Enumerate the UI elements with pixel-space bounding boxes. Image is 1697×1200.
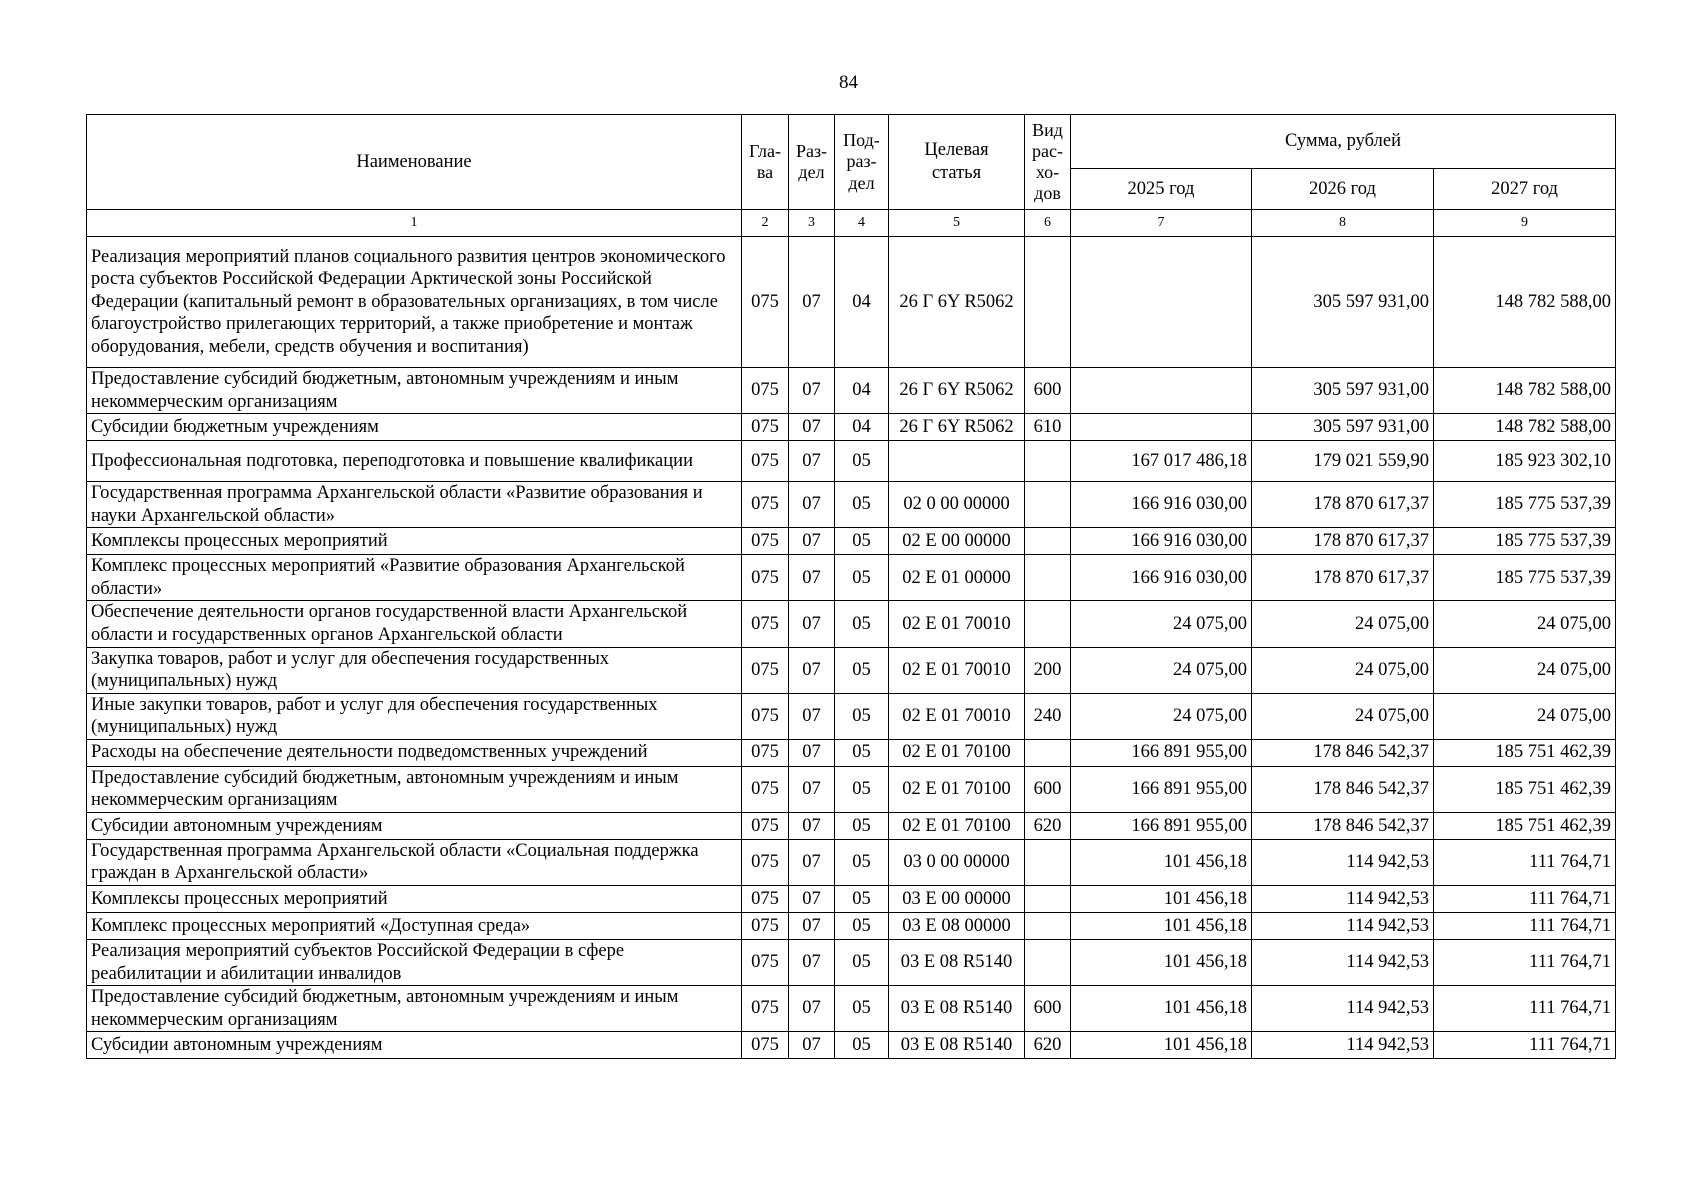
row-target-article: 26 Г 6Y R5062 xyxy=(889,368,1025,414)
row-glava: 075 xyxy=(742,986,789,1032)
row-target-article: 26 Г 6Y R5062 xyxy=(889,237,1025,368)
row-name: Комплекс процессных мероприятий «Доступная среда» xyxy=(87,913,742,940)
row-podrazdel: 04 xyxy=(835,368,889,414)
row-podrazdel: 05 xyxy=(835,886,889,913)
row-name: Реализация мероприятий планов социального развития центров экономического роста субъектов Российской Федерации Арктической зоны Российской Федерации (капитальный ремонт в образовательных организациях, в том числе благоустройство прилегающих территорий, а также приобретение и монтаж оборудования, мебели, средств обучения и воспитания) xyxy=(87,237,742,368)
row-glava: 075 xyxy=(742,441,789,482)
row-amount-2025: 166 891 955,00 xyxy=(1071,766,1252,812)
row-razdel: 07 xyxy=(789,739,835,766)
row-podrazdel: 05 xyxy=(835,482,889,528)
row-expense-type xyxy=(1025,555,1071,601)
row-target-article xyxy=(889,441,1025,482)
row-glava: 075 xyxy=(742,766,789,812)
row-razdel: 07 xyxy=(789,237,835,368)
table-row xyxy=(87,368,1616,414)
row-amount-2025: 101 456,18 xyxy=(1071,839,1252,885)
row-amount-2025 xyxy=(1071,237,1252,368)
header-razdel: Раз- дел xyxy=(789,115,835,210)
row-glava: 075 xyxy=(742,528,789,555)
row-razdel: 07 xyxy=(789,482,835,528)
row-podrazdel: 05 xyxy=(835,913,889,940)
table-row xyxy=(87,482,1616,528)
row-razdel: 07 xyxy=(789,940,835,986)
row-target-article: 03 Е 08 R5140 xyxy=(889,940,1025,986)
row-amount-2027: 111 764,71 xyxy=(1434,986,1616,1032)
row-amount-2027: 185 751 462,39 xyxy=(1434,766,1616,812)
row-podrazdel: 05 xyxy=(835,986,889,1032)
row-amount-2026: 114 942,53 xyxy=(1252,913,1434,940)
column-number: 9 xyxy=(1434,210,1616,237)
row-glava: 075 xyxy=(742,482,789,528)
row-target-article: 02 Е 01 70100 xyxy=(889,739,1025,766)
row-name: Реализация мероприятий субъектов Российской Федерации в сфере реабилитации и абилитации инвалидов xyxy=(87,940,742,986)
header-celevaya-statya: Целевая статья xyxy=(889,115,1025,210)
table-row xyxy=(87,555,1616,601)
row-expense-type: 620 xyxy=(1025,1032,1071,1059)
row-name: Комплексы процессных мероприятий xyxy=(87,528,742,555)
row-expense-type: 600 xyxy=(1025,986,1071,1032)
header-name: Наименование xyxy=(87,115,742,210)
budget-table xyxy=(86,114,1616,1059)
header-year-2026: 2026 год xyxy=(1252,168,1434,209)
row-razdel: 07 xyxy=(789,601,835,647)
row-podrazdel: 04 xyxy=(835,237,889,368)
table-row xyxy=(87,441,1616,482)
row-amount-2026: 305 597 931,00 xyxy=(1252,414,1434,441)
row-glava: 075 xyxy=(742,886,789,913)
row-amount-2025: 167 017 486,18 xyxy=(1071,441,1252,482)
header-glava: Гла- ва xyxy=(742,115,789,210)
row-amount-2026: 114 942,53 xyxy=(1252,839,1434,885)
row-razdel: 07 xyxy=(789,1032,835,1059)
row-name: Субсидии автономным учреждениям xyxy=(87,1032,742,1059)
row-podrazdel: 05 xyxy=(835,940,889,986)
row-amount-2026: 178 846 542,37 xyxy=(1252,739,1434,766)
row-glava: 075 xyxy=(742,414,789,441)
row-glava: 075 xyxy=(742,368,789,414)
row-target-article: 03 Е 08 00000 xyxy=(889,913,1025,940)
row-expense-type: 600 xyxy=(1025,368,1071,414)
row-amount-2027: 24 075,00 xyxy=(1434,647,1616,693)
row-podrazdel: 05 xyxy=(835,528,889,555)
row-podrazdel: 05 xyxy=(835,555,889,601)
table-row xyxy=(87,1032,1616,1059)
row-razdel: 07 xyxy=(789,913,835,940)
row-razdel: 07 xyxy=(789,647,835,693)
row-podrazdel: 05 xyxy=(835,601,889,647)
row-amount-2025: 166 916 030,00 xyxy=(1071,528,1252,555)
row-glava: 075 xyxy=(742,812,789,839)
row-amount-2025 xyxy=(1071,414,1252,441)
row-glava: 075 xyxy=(742,839,789,885)
row-target-article: 03 0 00 00000 xyxy=(889,839,1025,885)
row-name: Предоставление субсидий бюджетным, автономным учреждениям и иным некоммерческим организациям xyxy=(87,368,742,414)
row-expense-type xyxy=(1025,528,1071,555)
row-podrazdel: 05 xyxy=(835,839,889,885)
row-amount-2026: 178 870 617,37 xyxy=(1252,528,1434,555)
row-podrazdel: 05 xyxy=(835,739,889,766)
column-numbers-row xyxy=(87,210,1616,237)
table-row xyxy=(87,237,1616,368)
row-target-article: 26 Г 6Y R5062 xyxy=(889,414,1025,441)
row-razdel: 07 xyxy=(789,441,835,482)
row-glava: 075 xyxy=(742,940,789,986)
row-glava: 075 xyxy=(742,555,789,601)
row-expense-type xyxy=(1025,839,1071,885)
row-name: Субсидии автономным учреждениям xyxy=(87,812,742,839)
table-row xyxy=(87,601,1616,647)
row-expense-type xyxy=(1025,482,1071,528)
header-year-2025: 2025 год xyxy=(1071,168,1252,209)
column-number: 6 xyxy=(1025,210,1071,237)
header-podrazdel: Под- раз- дел xyxy=(835,115,889,210)
row-name: Государственная программа Архангельской области «Развитие образования и науки Архангельской области» xyxy=(87,482,742,528)
row-expense-type xyxy=(1025,913,1071,940)
row-name: Государственная программа Архангельской области «Социальная поддержка граждан в Архангельской области» xyxy=(87,839,742,885)
row-name: Расходы на обеспечение деятельности подведомственных учреждений xyxy=(87,739,742,766)
column-number: 2 xyxy=(742,210,789,237)
table-row xyxy=(87,414,1616,441)
row-amount-2027: 148 782 588,00 xyxy=(1434,414,1616,441)
table-header xyxy=(87,115,1616,237)
column-number: 4 xyxy=(835,210,889,237)
row-podrazdel: 05 xyxy=(835,812,889,839)
row-amount-2026: 178 870 617,37 xyxy=(1252,482,1434,528)
row-amount-2025: 24 075,00 xyxy=(1071,693,1252,739)
header-year-2027: 2027 год xyxy=(1434,168,1616,209)
row-amount-2026: 305 597 931,00 xyxy=(1252,237,1434,368)
row-razdel: 07 xyxy=(789,693,835,739)
row-name: Обеспечение деятельности органов государственной власти Архангельской области и государственных органов Архангельской области xyxy=(87,601,742,647)
row-amount-2027: 148 782 588,00 xyxy=(1434,368,1616,414)
row-glava: 075 xyxy=(742,1032,789,1059)
row-amount-2027: 185 775 537,39 xyxy=(1434,555,1616,601)
row-expense-type xyxy=(1025,237,1071,368)
row-razdel: 07 xyxy=(789,986,835,1032)
table-row xyxy=(87,693,1616,739)
row-amount-2026: 178 846 542,37 xyxy=(1252,766,1434,812)
row-razdel: 07 xyxy=(789,812,835,839)
row-razdel: 07 xyxy=(789,886,835,913)
row-target-article: 02 Е 01 70100 xyxy=(889,766,1025,812)
row-target-article: 03 Е 00 00000 xyxy=(889,886,1025,913)
row-target-article: 02 Е 01 70010 xyxy=(889,601,1025,647)
row-amount-2027: 111 764,71 xyxy=(1434,1032,1616,1059)
row-glava: 075 xyxy=(742,739,789,766)
row-amount-2025: 24 075,00 xyxy=(1071,601,1252,647)
table-row xyxy=(87,766,1616,812)
row-name: Предоставление субсидий бюджетным, автономным учреждениям и иным некоммерческим организациям xyxy=(87,986,742,1032)
row-amount-2025 xyxy=(1071,368,1252,414)
row-expense-type: 240 xyxy=(1025,693,1071,739)
table-row xyxy=(87,986,1616,1032)
row-amount-2026: 24 075,00 xyxy=(1252,647,1434,693)
column-number: 3 xyxy=(789,210,835,237)
row-razdel: 07 xyxy=(789,555,835,601)
header-summa: Сумма, рублей xyxy=(1071,115,1616,169)
row-amount-2027: 185 751 462,39 xyxy=(1434,739,1616,766)
row-amount-2027: 111 764,71 xyxy=(1434,913,1616,940)
row-name: Закупка товаров, работ и услуг для обеспечения государственных (муниципальных) нужд xyxy=(87,647,742,693)
row-amount-2025: 166 891 955,00 xyxy=(1071,812,1252,839)
table-row xyxy=(87,812,1616,839)
row-razdel: 07 xyxy=(789,368,835,414)
row-amount-2027: 185 751 462,39 xyxy=(1434,812,1616,839)
row-amount-2026: 24 075,00 xyxy=(1252,601,1434,647)
row-amount-2025: 166 916 030,00 xyxy=(1071,482,1252,528)
row-amount-2026: 114 942,53 xyxy=(1252,886,1434,913)
row-target-article: 03 Е 08 R5140 xyxy=(889,986,1025,1032)
row-amount-2025: 166 916 030,00 xyxy=(1071,555,1252,601)
row-amount-2026: 178 846 542,37 xyxy=(1252,812,1434,839)
row-amount-2025: 24 075,00 xyxy=(1071,647,1252,693)
table-body xyxy=(87,237,1616,1059)
row-amount-2025: 101 456,18 xyxy=(1071,913,1252,940)
table-row xyxy=(87,739,1616,766)
row-amount-2026: 114 942,53 xyxy=(1252,986,1434,1032)
row-amount-2027: 185 923 302,10 xyxy=(1434,441,1616,482)
row-target-article: 02 Е 01 70010 xyxy=(889,647,1025,693)
row-expense-type xyxy=(1025,601,1071,647)
row-expense-type xyxy=(1025,940,1071,986)
row-amount-2026: 114 942,53 xyxy=(1252,1032,1434,1059)
row-amount-2027: 111 764,71 xyxy=(1434,839,1616,885)
row-amount-2025: 166 891 955,00 xyxy=(1071,739,1252,766)
row-target-article: 02 Е 01 70100 xyxy=(889,812,1025,839)
row-name: Предоставление субсидий бюджетным, автономным учреждениям и иным некоммерческим организациям xyxy=(87,766,742,812)
table-row xyxy=(87,886,1616,913)
row-name: Субсидии бюджетным учреждениям xyxy=(87,414,742,441)
row-expense-type: 620 xyxy=(1025,812,1071,839)
row-amount-2026: 114 942,53 xyxy=(1252,940,1434,986)
row-amount-2027: 111 764,71 xyxy=(1434,886,1616,913)
table-row xyxy=(87,839,1616,885)
row-amount-2027: 185 775 537,39 xyxy=(1434,528,1616,555)
table-row xyxy=(87,647,1616,693)
row-expense-type xyxy=(1025,441,1071,482)
row-expense-type: 610 xyxy=(1025,414,1071,441)
row-amount-2025: 101 456,18 xyxy=(1071,1032,1252,1059)
row-name: Комплекс процессных мероприятий «Развитие образования Архангельской области» xyxy=(87,555,742,601)
row-razdel: 07 xyxy=(789,839,835,885)
row-target-article: 02 Е 00 00000 xyxy=(889,528,1025,555)
row-glava: 075 xyxy=(742,693,789,739)
row-razdel: 07 xyxy=(789,528,835,555)
column-number: 5 xyxy=(889,210,1025,237)
row-amount-2027: 111 764,71 xyxy=(1434,940,1616,986)
row-amount-2026: 178 870 617,37 xyxy=(1252,555,1434,601)
row-podrazdel: 04 xyxy=(835,414,889,441)
row-razdel: 07 xyxy=(789,766,835,812)
column-number: 8 xyxy=(1252,210,1434,237)
row-amount-2026: 24 075,00 xyxy=(1252,693,1434,739)
row-target-article: 03 Е 08 R5140 xyxy=(889,1032,1025,1059)
row-name: Иные закупки товаров, работ и услуг для обеспечения государственных (муниципальных) нужд xyxy=(87,693,742,739)
row-podrazdel: 05 xyxy=(835,766,889,812)
row-expense-type: 600 xyxy=(1025,766,1071,812)
column-number: 7 xyxy=(1071,210,1252,237)
row-podrazdel: 05 xyxy=(835,1032,889,1059)
row-target-article: 02 Е 01 00000 xyxy=(889,555,1025,601)
row-glava: 075 xyxy=(742,237,789,368)
row-podrazdel: 05 xyxy=(835,647,889,693)
row-amount-2025: 101 456,18 xyxy=(1071,886,1252,913)
row-podrazdel: 05 xyxy=(835,441,889,482)
page-number: 84 xyxy=(839,72,858,93)
row-name: Комплексы процессных мероприятий xyxy=(87,886,742,913)
row-amount-2027: 185 775 537,39 xyxy=(1434,482,1616,528)
row-name: Профессиональная подготовка, переподготовка и повышение квалификации xyxy=(87,441,742,482)
row-amount-2026: 305 597 931,00 xyxy=(1252,368,1434,414)
row-podrazdel: 05 xyxy=(835,693,889,739)
row-glava: 075 xyxy=(742,647,789,693)
row-amount-2027: 148 782 588,00 xyxy=(1434,237,1616,368)
table-row xyxy=(87,913,1616,940)
row-glava: 075 xyxy=(742,601,789,647)
row-expense-type xyxy=(1025,886,1071,913)
table-row xyxy=(87,940,1616,986)
row-amount-2027: 24 075,00 xyxy=(1434,693,1616,739)
row-expense-type: 200 xyxy=(1025,647,1071,693)
row-target-article: 02 0 00 00000 xyxy=(889,482,1025,528)
row-glava: 075 xyxy=(742,913,789,940)
column-number: 1 xyxy=(87,210,742,237)
header-vid-rashodov: Вид рас- хо- дов xyxy=(1025,115,1071,210)
row-amount-2025: 101 456,18 xyxy=(1071,940,1252,986)
row-expense-type xyxy=(1025,739,1071,766)
row-amount-2026: 179 021 559,90 xyxy=(1252,441,1434,482)
row-target-article: 02 Е 01 70010 xyxy=(889,693,1025,739)
table-row xyxy=(87,528,1616,555)
row-amount-2027: 24 075,00 xyxy=(1434,601,1616,647)
row-razdel: 07 xyxy=(789,414,835,441)
row-amount-2025: 101 456,18 xyxy=(1071,986,1252,1032)
